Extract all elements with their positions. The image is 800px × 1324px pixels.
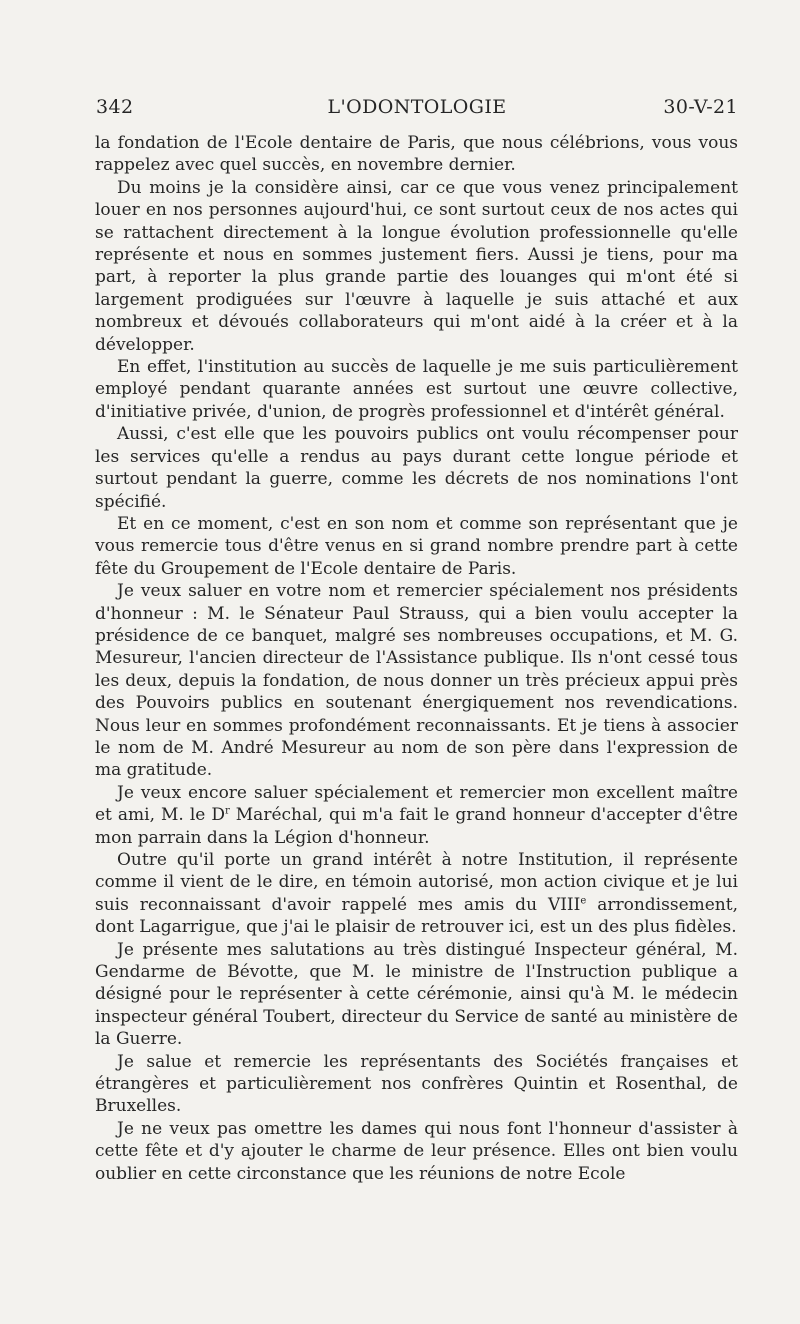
superscript: e [580,895,587,907]
paragraph [95,782,738,849]
paragraph: Aussi, c'est elle que les pouvoirs publics ont voulu récompenser pour les services qu'elle a rendus au pays durant cette longue période et surtout pendant la guerre, comme les décrets de nos nominations l'ont spécifié. [95,424,738,512]
paragraph: la fondation de l'Ecole dentaire de Paris, que nous célébrions, vous vous rappelez avec quel succès, en novembre dernier. [95,133,738,176]
paragraph-text: Outre qu'il porte un grand intérêt à notre Institution, il représente comme il vient de le dire, en témoin autorisé, mon action civique et je lui suis reconnaissant d'avoir rappelé mes amis du VIII [95,850,738,915]
paragraph-text: Je veux encore saluer spécialement et remercier mon excellent maître et ami, M. le D [95,782,738,826]
paragraph: Du moins je la considère ainsi, car ce que vous venez principalement louer en nos personnes aujourd'hui, ce sont surtout ceux de nos actes qui se rattachent directement à la longue évolution professionnelle qu'elle représente et nous en sommes justement fiers. Aussi je tiens, pour ma part, à reporter la plus grande partie des louanges qui m'ont été si largement prodiguées sur l'œuvre à laquelle je suis attaché et aux nombreux et dévoués collaborateurs qui m'ont aidé à la créer et à la développer. [95,177,738,355]
paragraph-text: arrondissement, dont Lagarrigue, que j'ai le plaisir de retrouver ici, est un des plus fidèles. [95,894,738,938]
paragraph: Je présente mes salutations au très distingué Inspecteur général, M. Gendarme de Bévotte, que M. le ministre de l'Instruction publique a désigné pour le représenter à cette cérémonie, ainsi qu'à M. le médecin inspecteur général Toubert, directeur du Service de santé au ministère de la Guerre. [95,939,738,1050]
paragraph: Je salue et remercie les représentants des Sociétés françaises et étrangères et particulièrement nos confrères Quintin et Rosenthal, de Bruxelles. [95,1051,738,1117]
paragraph: Je veux saluer en votre nom et remercier spécialement nos présidents d'honneur : M. le Sénateur Paul Strauss, qui a bien voulu accepter la présidence de ce banquet, malgré ses nombreuses occupations, et M. G. Mesureur, l'ancien directeur de l'Assistance publique. Ils n'ont cessé tous les deux, depuis la fondation, de nous donner un très précieux appui près des Pouvoirs publics en soutenant énergiquement nos revendications. Nous leur en sommes profondément reconnaissants. Et je tiens à associer le nom de M. André Mesureur au nom de son père dans l'expression de ma gratitude. [95,581,738,781]
running-title: L'ODONTOLOGIE [327,96,507,118]
body-text [95,132,738,1185]
paragraph: Et en ce moment, c'est en son nom et comme son représentant que je vous remercie tous d'être venus en si grand nombre prendre part à cette fête du Groupement de l'Ecole dentaire de Paris. [95,513,738,579]
paragraph: Je ne veux pas omettre les dames qui nous font l'honneur d'assister à cette fête et d'y ajouter le charme de leur présence. Elles ont bien voulu oublier en cette circonstance que les réunions de notre Ecole [95,1118,738,1184]
issue-date: 30-V-21 [663,96,738,118]
page-header [96,96,738,126]
superscript: r [224,805,230,817]
page-number: 342 [96,96,134,118]
paragraph-text: Maréchal, qui m'a fait le grand honneur d'accepter d'être mon parrain dans la Légion d'honneur. [95,805,738,848]
paragraph: En effet, l'institution au succès de laquelle je me suis particulièrement employé pendant quarante années est surtout une œuvre collective, d'initiative privée, d'union, de progrès professionnel et d'intérêt général. [95,357,738,422]
paragraph [95,849,738,939]
